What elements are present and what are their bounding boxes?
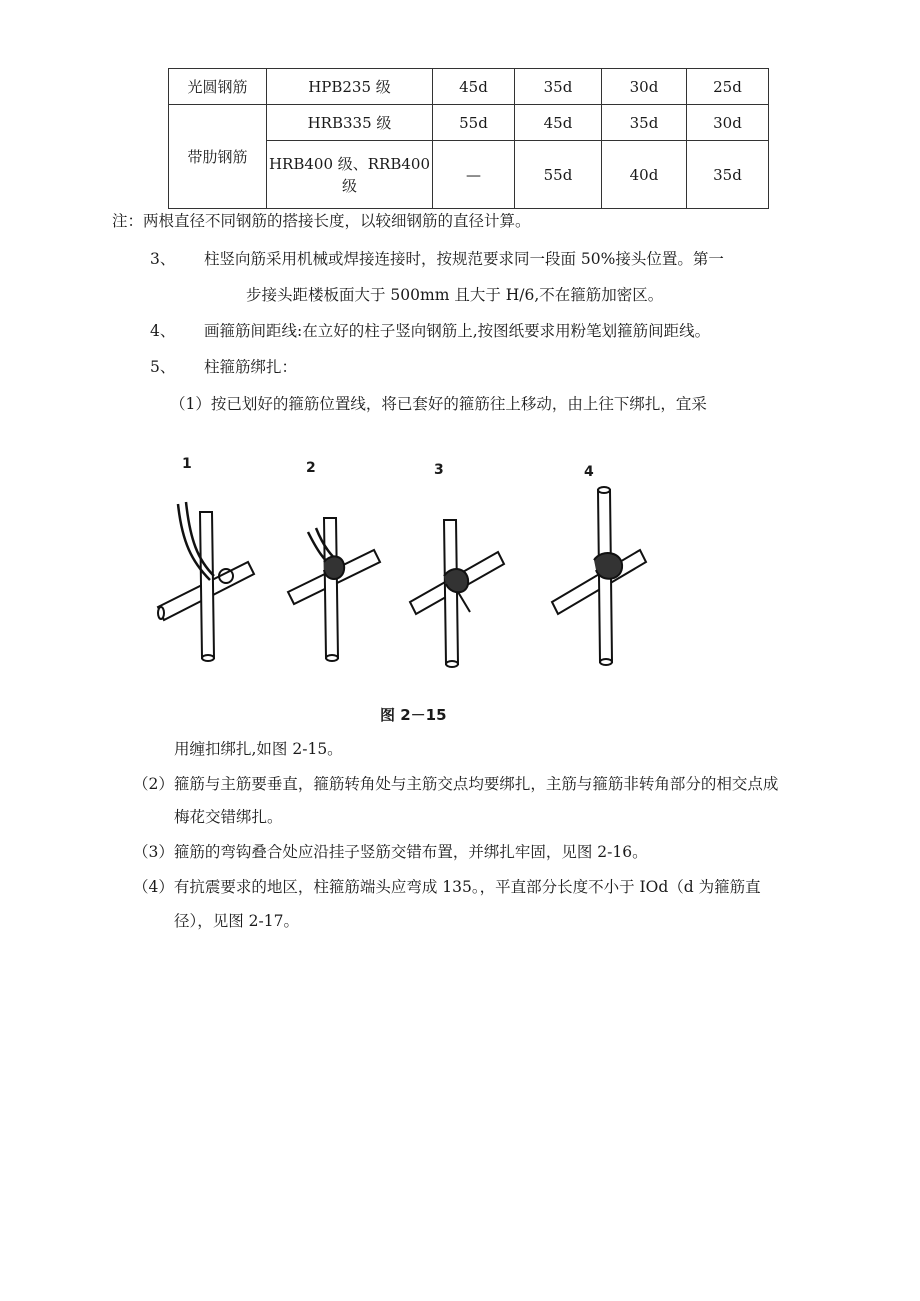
table-cell: 40d xyxy=(602,141,687,209)
paragraph: 用缠扣绑扎,如图 2-15。 xyxy=(174,740,343,758)
item-number: 4、 xyxy=(150,322,176,340)
paragraph: （3）箍筋的弯钩叠合处应沿挂子竖筋交错布置，并绑扎牢固，见图 2-16。 xyxy=(133,843,648,861)
table-note: 注：两根直径不同钢筋的搭接长度，以较细钢筋的直径计算。 xyxy=(112,212,531,230)
item-text: 柱竖向筋采用机械或焊接连接时，按规范要求同一段面 50%接头位置。第一 xyxy=(204,250,724,268)
table-cell: 带肋钢筋 xyxy=(169,105,267,209)
figure-caption: 图 2－15 xyxy=(380,706,447,724)
paragraph: （2）箍筋与主筋要垂直，箍筋转角处与主筋交点均要绑扎，主筋与箍筋非转角部分的相交点成 xyxy=(133,775,779,793)
tie-step-3-drawing xyxy=(410,520,504,667)
item-text: 柱箍筋绑扎： xyxy=(204,358,298,376)
table-row xyxy=(169,105,769,141)
figure-step-label: 4 xyxy=(584,464,594,480)
table-row xyxy=(169,69,769,105)
figure-step-label: 2 xyxy=(306,460,316,476)
table-cell: 45d xyxy=(515,105,602,141)
table-cell: 30d xyxy=(687,105,769,141)
tie-step-4-drawing xyxy=(552,487,646,665)
table-cell: 35d xyxy=(687,141,769,209)
table-cell xyxy=(267,141,433,209)
table-cell: 45d xyxy=(433,69,515,105)
paragraph: （1）按已划好的箍筋位置线，将已套好的箍筋往上移动，由上往下绑扎，宜采 xyxy=(170,395,707,413)
figure-step-label: 1 xyxy=(182,456,192,472)
item-number: 3、 xyxy=(150,250,176,268)
table-cell: HRB335 级 xyxy=(267,105,433,141)
table-cell: — xyxy=(433,141,515,209)
table-cell: 25d xyxy=(687,69,769,105)
table-cell: 35d xyxy=(515,69,602,105)
grade-line: 级 xyxy=(341,176,357,195)
item-text: 画箍筋间距线:在立好的柱子竖向钢筋上,按图纸要求用粉笔划箍筋间距线。 xyxy=(204,322,711,340)
figure-step-label: 3 xyxy=(434,462,444,478)
item-text: 步接头距楼板面大于 500mm 且大于 H/6,不在箍筋加密区。 xyxy=(246,286,664,304)
table-cell: HPB235 级 xyxy=(267,69,433,105)
paragraph: （4）有抗震要求的地区，柱箍筋端头应弯成 135。，平直部分长度不小于 IOd（d 为箍筋直 xyxy=(133,878,761,896)
paragraph: 梅花交错绑扎。 xyxy=(174,808,283,826)
table-cell: 35d xyxy=(602,105,687,141)
table-cell: 55d xyxy=(433,105,515,141)
table-cell: 30d xyxy=(602,69,687,105)
lap-length-table xyxy=(168,68,769,209)
paragraph: 径），见图 2-17。 xyxy=(174,912,299,930)
tie-step-2-drawing xyxy=(288,518,380,661)
rebar-tying-illustration xyxy=(148,452,668,672)
tie-step-1-drawing xyxy=(158,502,254,661)
table-cell: 55d xyxy=(515,141,602,209)
table-cell: 光圆钢筋 xyxy=(169,69,267,105)
grade-line: HRB400 级、RRB400 xyxy=(268,154,431,173)
item-number: 5、 xyxy=(150,358,176,376)
